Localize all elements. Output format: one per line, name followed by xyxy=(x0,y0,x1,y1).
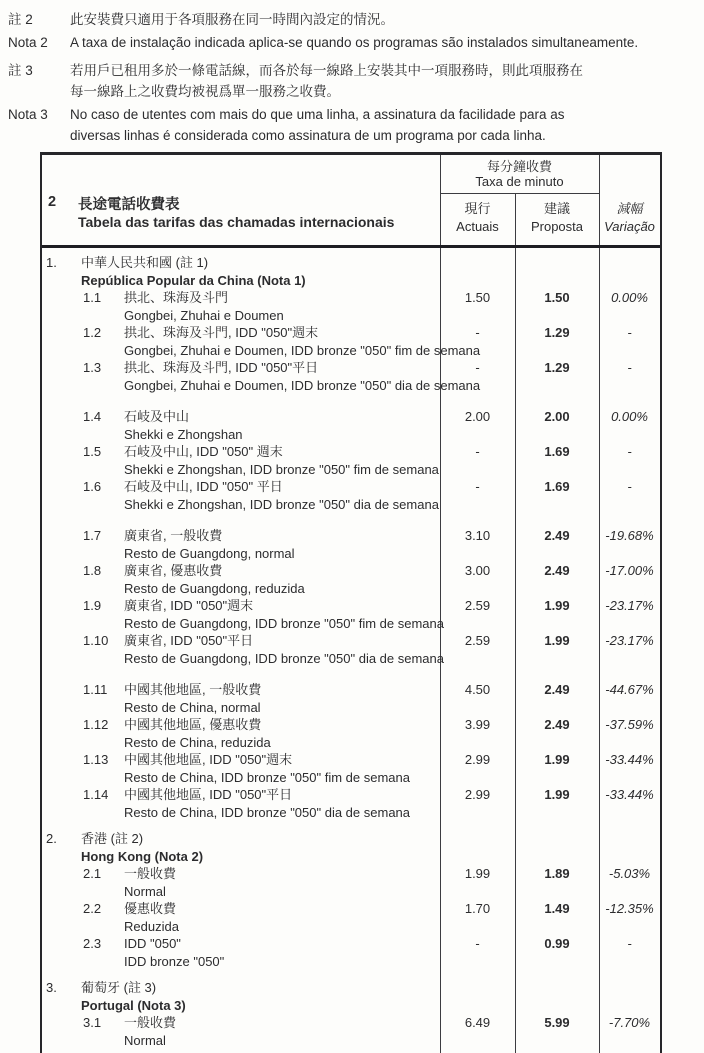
proposed-rate-value: 1.29 xyxy=(544,360,570,375)
row-label-cell xyxy=(42,408,440,426)
tariff-row xyxy=(42,324,660,359)
row-label-zh: 拱北、珠海及斗門 xyxy=(124,290,229,305)
tariff-row-main xyxy=(42,289,660,307)
row-label-cell xyxy=(42,443,440,461)
row-label-pt: Shekki e Zhongshan, IDD bronze "050" dia de semana xyxy=(124,496,439,512)
proposed-rate-value: 2.49 xyxy=(544,563,570,578)
row-label-pt: Resto de Guangdong, IDD bronze "050" dia de semana xyxy=(124,650,444,666)
row-label-pt: Gongbei, Zhuhai e Doumen xyxy=(124,307,284,323)
tariff-row-main xyxy=(42,751,660,769)
actual-rate-value: 1.70 xyxy=(464,901,491,916)
row-label-pt: Resto de China, normal xyxy=(124,699,261,715)
variation-value: -17.00% xyxy=(605,563,654,578)
row-number: 1.2 xyxy=(83,325,102,340)
tariff-row xyxy=(42,935,660,970)
row-number: 1.1 xyxy=(83,290,102,305)
row-label-pt: IDD bronze "050" xyxy=(124,953,225,969)
section-title-row xyxy=(42,830,660,848)
variation-value: -33.44% xyxy=(605,752,654,767)
row-label-zh: IDD "050" xyxy=(124,936,181,951)
note-label: Nota 3 xyxy=(8,107,48,122)
row-label-pt: Resto de China, IDD bronze "050" fim de semana xyxy=(124,769,410,785)
note-text xyxy=(70,104,700,146)
row-label-cell xyxy=(42,597,440,615)
tariff-row xyxy=(42,359,660,394)
variation-value: - xyxy=(627,325,632,340)
row-label-cell xyxy=(42,786,440,804)
tariff-row-main xyxy=(42,527,660,545)
variation-value: -19.68% xyxy=(605,528,654,543)
note-text xyxy=(70,60,700,102)
row-label-pt: Gongbei, Zhuhai e Doumen, IDD bronze "050" dia de semana xyxy=(124,377,481,393)
note-label: 註 2 xyxy=(8,12,33,27)
section-title-row xyxy=(42,254,660,272)
proposed-rate-value: 1.99 xyxy=(544,633,570,648)
row-number: 1.4 xyxy=(83,409,102,424)
tariff-row-main xyxy=(42,935,660,953)
tariff-row xyxy=(42,865,660,900)
tariff-row-main xyxy=(42,443,660,461)
section-number: 2. xyxy=(46,831,57,846)
row-number: 1.7 xyxy=(83,528,102,543)
tariff-row xyxy=(42,408,660,443)
actual-rate-value: 2.99 xyxy=(464,787,491,802)
tariff-row xyxy=(42,632,660,667)
row-label-pt: Shekki e Zhongshan xyxy=(124,426,243,442)
row-number: 2.3 xyxy=(83,936,102,951)
tariff-table xyxy=(40,152,662,1053)
rate-header-zh: 每分鐘收費 xyxy=(486,159,552,174)
row-label-cell xyxy=(42,289,440,307)
note-line: 此安裝費只適用于各項服務在同一時間內設定的情況。 xyxy=(70,12,394,27)
row-number: 1.11 xyxy=(83,682,108,697)
variation-value: -23.17% xyxy=(605,598,654,613)
section-title-zh: 香港 (註 2) xyxy=(81,831,144,846)
tariff-row xyxy=(42,562,660,597)
row-number: 1.12 xyxy=(83,717,109,732)
row-label-pt: Shekki e Zhongshan, IDD bronze "050" fim de semana xyxy=(124,461,439,477)
tariff-row-main xyxy=(42,865,660,883)
row-label-cell xyxy=(42,632,440,650)
row-number: 1.5 xyxy=(83,444,102,459)
note-line: 若用戶已租用多於一條電話線，而各於每一線路上安裝其中一項服務時，則此項服務在 xyxy=(70,63,583,78)
variation-value: -33.44% xyxy=(605,787,654,802)
note-line: A taxa de instalação indicada aplica-se quando os programas são instalados simultaneamente. xyxy=(70,35,639,50)
actual-rate-value: - xyxy=(475,479,480,494)
tariff-row-main xyxy=(42,408,660,426)
row-number: 1.6 xyxy=(83,479,102,494)
tariff-row xyxy=(42,289,660,324)
variation-value: -37.59% xyxy=(605,717,654,732)
section-title-row xyxy=(42,979,660,997)
note-label: 註 3 xyxy=(8,63,33,78)
row-number: 1.10 xyxy=(83,633,109,648)
variation-value: - xyxy=(627,936,632,951)
tariff-row-main xyxy=(42,1014,660,1032)
note-row xyxy=(8,104,700,146)
tariff-section xyxy=(42,979,660,1049)
actual-rate-value: 3.10 xyxy=(464,528,491,543)
row-label-cell xyxy=(42,324,440,342)
proposed-rate-value: 2.49 xyxy=(544,528,570,543)
row-label-zh: 石岐及中山, IDD "050" 平日 xyxy=(124,479,283,494)
actual-rate-value: - xyxy=(475,325,480,340)
proposed-rate-value: 1.50 xyxy=(544,290,570,305)
row-label-zh: 廣東省, IDD "050"週末 xyxy=(124,598,254,613)
row-number: 2.2 xyxy=(83,901,102,916)
note-line: 每一線路上之收費均被視爲單一服務之收費。 xyxy=(70,84,340,99)
proposed-rate-value: 1.49 xyxy=(544,901,570,916)
section-title-pt: Hong Kong (Nota 2) xyxy=(81,848,204,864)
note-row xyxy=(8,60,700,102)
tariff-row xyxy=(42,900,660,935)
note-line: No caso de utentes com mais do que uma linha, a assinatura da facilidade para as xyxy=(70,107,565,122)
tariff-row-main xyxy=(42,632,660,650)
actual-rate-value: 2.59 xyxy=(464,598,491,613)
proposed-rate-value: 2.49 xyxy=(544,682,570,697)
tariff-row xyxy=(42,478,660,513)
proposed-rate-value: 1.99 xyxy=(544,752,570,767)
actual-rate-value: 2.59 xyxy=(464,633,491,648)
tariff-row xyxy=(42,751,660,786)
note-line: diversas linhas é considerada como assinatura de um programa por cada linha. xyxy=(70,128,546,143)
proposed-rate-value: 1.29 xyxy=(544,325,570,340)
actual-rate-value: 1.99 xyxy=(464,866,491,881)
actual-rate-value: - xyxy=(475,444,480,459)
section-number: 3. xyxy=(46,980,57,995)
tariff-section xyxy=(42,254,660,821)
tariff-row xyxy=(42,443,660,478)
tariff-row xyxy=(42,597,660,632)
tariff-row-main xyxy=(42,478,660,496)
row-label-cell xyxy=(42,1014,440,1032)
section-title-zh: 中華人民共和國 (註 1) xyxy=(81,255,209,270)
tariff-row xyxy=(42,786,660,821)
row-label-zh: 中國其他地區, IDD "050"平日 xyxy=(124,787,293,802)
proposed-rate-value: 1.89 xyxy=(544,866,570,881)
row-number: 1.14 xyxy=(83,787,109,802)
proposed-rate-value: 1.99 xyxy=(544,598,570,613)
proposed-rate-value: 1.69 xyxy=(544,479,570,494)
tariff-row-main xyxy=(42,681,660,699)
actual-rate-value: 6.49 xyxy=(464,1015,491,1030)
table-title-zh: 長途電話收費表 xyxy=(78,197,180,213)
tariff-section xyxy=(42,830,660,970)
row-label-zh: 拱北、珠海及斗門, IDD "050"平日 xyxy=(124,360,319,375)
row-label-pt: Normal xyxy=(124,1032,166,1048)
row-label-cell xyxy=(42,900,440,918)
row-label-zh: 廣東省, 優惠收費 xyxy=(124,563,223,578)
tariff-row-main xyxy=(42,597,660,615)
section-number: 1. xyxy=(46,255,57,270)
row-number: 1.8 xyxy=(83,563,102,578)
row-label-cell xyxy=(42,865,440,883)
row-label-pt: Resto de China, IDD bronze "050" dia de semana xyxy=(124,804,411,820)
rate-header-underline xyxy=(440,193,599,194)
variation-value: -12.35% xyxy=(605,901,654,916)
row-label-pt: Resto de Guangdong, IDD bronze "050" fim de semana xyxy=(124,615,444,631)
row-number: 1.3 xyxy=(83,360,102,375)
variation-value: 0.00% xyxy=(611,409,648,424)
table-body xyxy=(42,248,660,1049)
row-label-cell xyxy=(42,527,440,545)
proposed-rate-value: 2.49 xyxy=(544,717,570,732)
section-title-pt: República Popular da China (Nota 1) xyxy=(81,272,306,288)
tariff-row-main xyxy=(42,900,660,918)
tariff-row xyxy=(42,681,660,716)
tariff-row xyxy=(42,1014,660,1049)
table-title-pt: Tabela das tarifas das chamadas internacionais xyxy=(78,214,395,230)
note-text xyxy=(70,9,700,30)
row-label-cell xyxy=(42,562,440,580)
row-label-pt: Normal xyxy=(124,883,166,899)
row-label-zh: 中國其他地區, 一般收費 xyxy=(124,682,262,697)
row-number: 1.13 xyxy=(83,752,109,767)
table-number: 2 xyxy=(48,194,57,210)
column-header-proposed-zh: 建議 xyxy=(543,201,570,216)
column-header-proposed-pt: Proposta xyxy=(530,219,584,234)
variation-value: - xyxy=(627,479,632,494)
row-label-zh: 石岐及中山 xyxy=(124,409,190,424)
row-label-zh: 石岐及中山, IDD "050" 週末 xyxy=(124,444,283,459)
note-row xyxy=(8,9,700,30)
row-number: 3.1 xyxy=(83,1015,102,1030)
row-label-pt: Resto de Guangdong, normal xyxy=(124,545,295,561)
row-label-pt: Gongbei, Zhuhai e Doumen, IDD bronze "050" fim de semana xyxy=(124,342,481,358)
column-header-actual-zh: 現行 xyxy=(464,201,491,216)
actual-rate-value: 4.50 xyxy=(464,682,491,697)
section-title-pt: Portugal (Nota 3) xyxy=(81,997,186,1013)
variation-value: 0.00% xyxy=(611,290,648,305)
row-label-pt: Resto de China, reduzida xyxy=(124,734,271,750)
row-label-zh: 一般收費 xyxy=(124,866,177,881)
row-label-zh: 拱北、珠海及斗門, IDD "050"週末 xyxy=(124,325,319,340)
actual-rate-value: 2.00 xyxy=(464,409,491,424)
variation-value: -7.70% xyxy=(608,1015,651,1030)
tariff-row-main xyxy=(42,716,660,734)
row-label-zh: 中國其他地區, IDD "050"週末 xyxy=(124,752,293,767)
proposed-rate-value: 5.99 xyxy=(544,1015,570,1030)
variation-value: - xyxy=(627,444,632,459)
row-number: 2.1 xyxy=(83,866,102,881)
tariff-row-main xyxy=(42,324,660,342)
proposed-rate-value: 2.00 xyxy=(544,409,570,424)
row-label-zh: 廣東省, 一般收費 xyxy=(124,528,223,543)
row-label-zh: 中國其他地區, 優惠收費 xyxy=(124,717,262,732)
proposed-rate-value: 0.99 xyxy=(544,936,570,951)
row-label-cell xyxy=(42,751,440,769)
variation-value: - xyxy=(627,360,632,375)
column-header-variation-zh: 減幅 xyxy=(616,201,643,216)
tariff-row xyxy=(42,716,660,751)
row-label-zh: 一般收費 xyxy=(124,1015,177,1030)
rate-header-pt: Taxa de minuto xyxy=(475,174,564,189)
row-label-zh: 優惠收費 xyxy=(124,901,177,916)
note-label: Nota 2 xyxy=(8,35,48,50)
note-text xyxy=(70,32,700,53)
actual-rate-value: - xyxy=(475,360,480,375)
actual-rate-value: - xyxy=(475,936,480,951)
notes xyxy=(8,9,700,153)
row-label-cell xyxy=(42,681,440,699)
row-label-zh: 廣東省, IDD "050"平日 xyxy=(124,633,254,648)
row-label-cell xyxy=(42,935,440,953)
actual-rate-value: 1.50 xyxy=(464,290,491,305)
proposed-rate-value: 1.99 xyxy=(544,787,570,802)
column-header-variation-pt: Variação xyxy=(604,219,655,234)
row-label-pt: Reduzida xyxy=(124,918,179,934)
note-row xyxy=(8,32,700,53)
row-label-pt: Resto de Guangdong, reduzida xyxy=(124,580,305,596)
actual-rate-value: 3.00 xyxy=(464,563,491,578)
variation-value: -44.67% xyxy=(605,682,654,697)
row-number: 1.9 xyxy=(83,598,102,613)
variation-value: -5.03% xyxy=(608,866,651,881)
table-header xyxy=(42,155,660,248)
tariff-row-main xyxy=(42,562,660,580)
variation-value: -23.17% xyxy=(605,633,654,648)
tariff-row-main xyxy=(42,786,660,804)
proposed-rate-value: 1.69 xyxy=(544,444,570,459)
row-label-cell xyxy=(42,716,440,734)
row-label-cell xyxy=(42,359,440,377)
section-title-zh: 葡萄牙 (註 3) xyxy=(81,980,157,995)
actual-rate-value: 2.99 xyxy=(464,752,491,767)
column-header-actual-pt: Actuais xyxy=(456,219,499,234)
tariff-row-main xyxy=(42,359,660,377)
tariff-row xyxy=(42,527,660,562)
row-label-cell xyxy=(42,478,440,496)
actual-rate-value: 3.99 xyxy=(464,717,491,732)
